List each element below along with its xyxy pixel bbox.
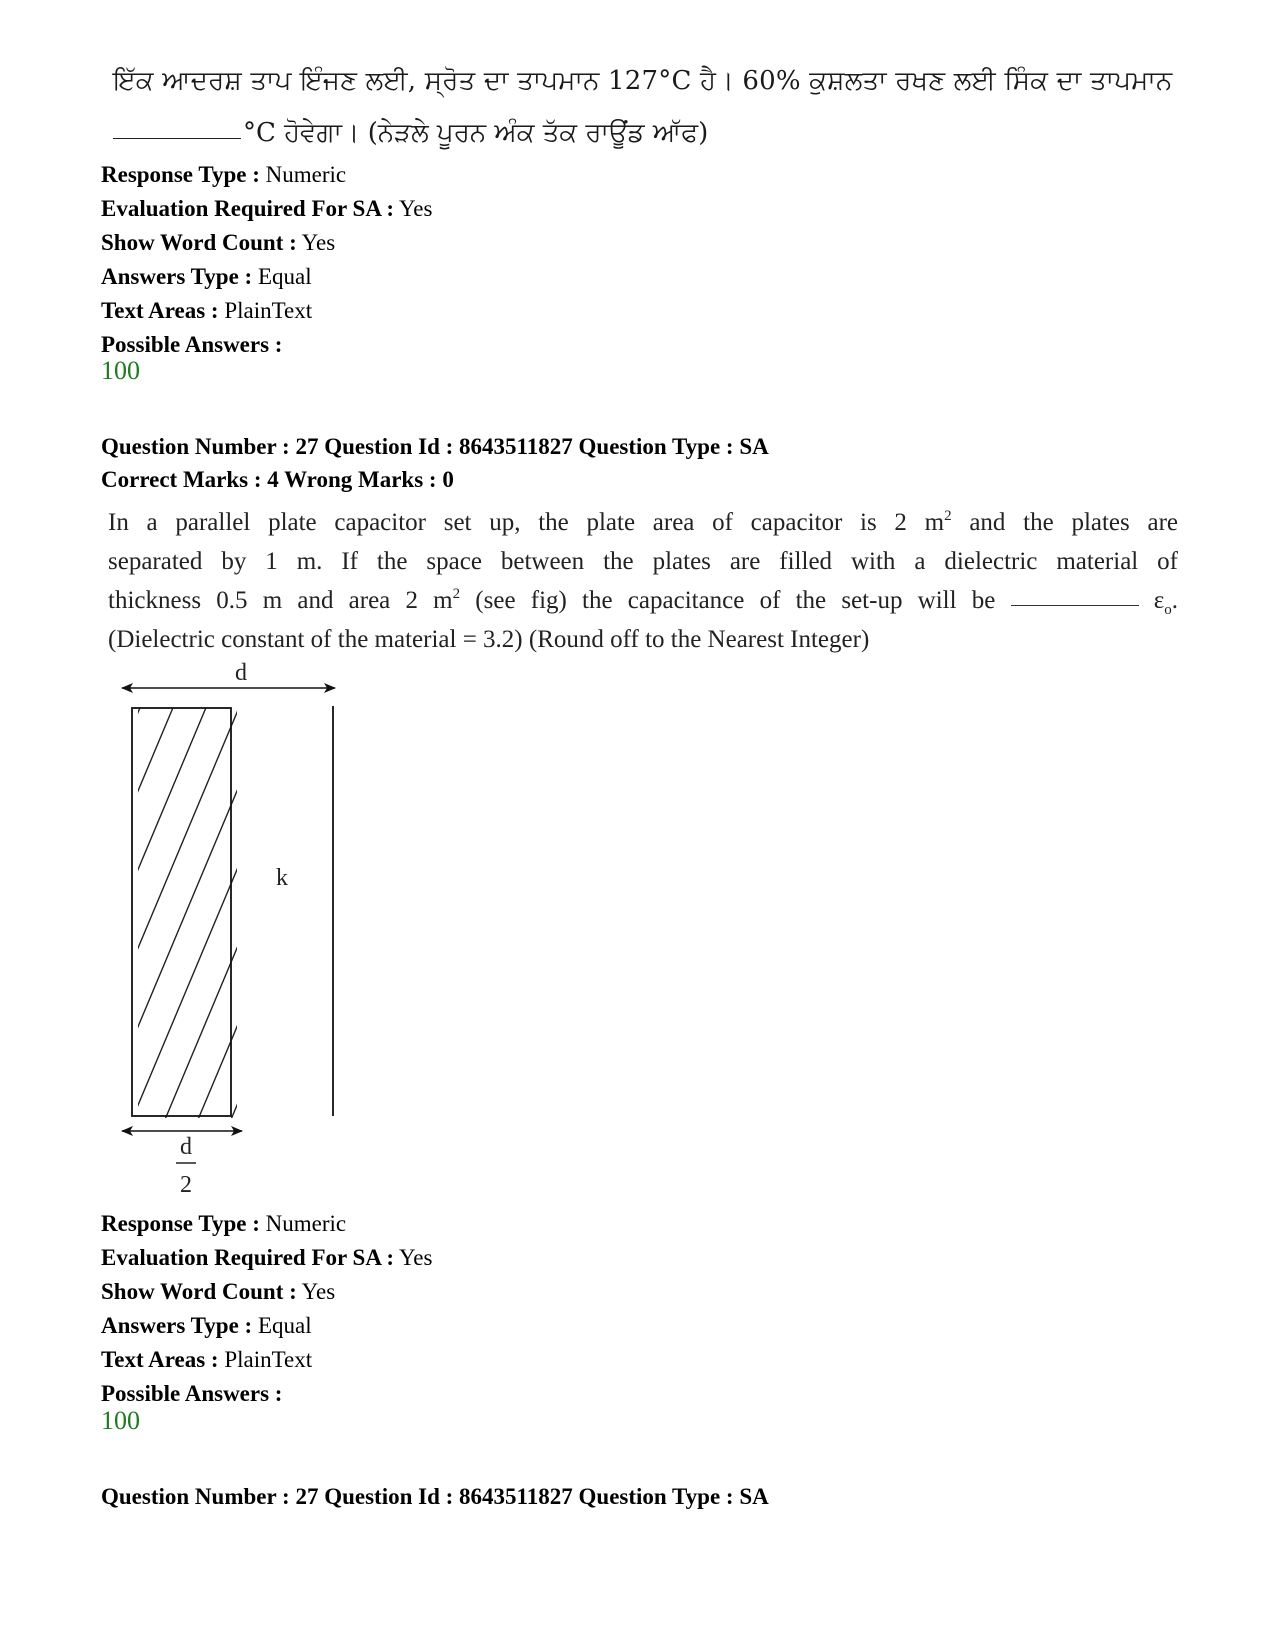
question-header: Question Number : 27 Question Id : 8643511827 Question Type : SA xyxy=(101,434,769,459)
question-image-line-1: ਇੱਕ ਆਦਰਸ਼ ਤਾਪ ਇੰਜਣ ਲਈ, ਸ੍ਰੋਤ ਦਾ ਤਾਪਮਾਨ 127°C ਹੈ। 60% ਕੁਸ਼ਲਤਾ ਰਖਣ ਲਈ ਸਿੰਕ ਦਾ ਤਾਪਮਾਨ xyxy=(113,66,1173,96)
meta-possible-answers: Possible Answers : xyxy=(101,1381,283,1406)
meta-possible-answers: Possible Answers : xyxy=(101,332,283,357)
question-image-line-2 xyxy=(113,118,708,149)
meta-show-word-count: Show Word Count : Yes xyxy=(101,1279,336,1304)
capacitor-figure xyxy=(110,660,370,1230)
q27-meta-block xyxy=(101,1207,432,1411)
dielectric-k-label: k xyxy=(276,865,288,891)
question-text-line-3: thickness 0.5 m and area 2 $m^2$ (see fig) the capacitance of the set-up will be $\varepsilon_o$. xyxy=(108,586,1178,618)
possible-answer-value: 100 xyxy=(101,1406,140,1435)
meta-answers-type: Answers Type : Equal xyxy=(101,1313,312,1338)
question-header: Question Number : 27 Question Id : 8643511827 Question Type : SA xyxy=(101,1484,769,1509)
possible-answer-value: 100 xyxy=(101,356,140,385)
question-image-line-2-text: °C ਹੋਵੇਗਾ। (ਨੇੜਲੇ ਪੂਰਨ ਅੰਕ ਤੱਕ ਰਾਊਂਡ ਆੱਫ) xyxy=(243,118,709,148)
question-text-line-1: In a parallel plate capacitor set up, the plate area of capacitor is 2 $m^2$ and the plates are xyxy=(108,508,1179,536)
meta-answers-type: Answers Type : Equal xyxy=(101,264,312,289)
fraction-numerator: d xyxy=(180,1134,192,1160)
question-text xyxy=(108,503,1178,659)
question-text-line-4: (Dielectric constant of the material = 3.2) (Round off to the Nearest Integer) xyxy=(108,626,870,653)
answer-blank xyxy=(113,137,241,139)
meta-response-type: Response Type : Numeric xyxy=(101,1211,347,1236)
answer-blank xyxy=(1011,604,1139,606)
meta-show-word-count: Show Word Count : Yes xyxy=(101,230,336,255)
meta-evaluation-required: Evaluation Required For SA : Yes xyxy=(101,1245,433,1270)
meta-response-type: Response Type : Numeric xyxy=(101,162,347,187)
dielectric-hatching xyxy=(110,660,370,1160)
marks-header: Correct Marks : 4 Wrong Marks : 0 xyxy=(101,467,454,492)
q26-meta-block xyxy=(101,158,432,362)
question-text-line-2: separated by 1 m. If the space between the plates are filled with a dielectric material of xyxy=(108,548,1178,575)
fraction-denominator: 2 xyxy=(180,1172,192,1198)
top-dimension-label: d xyxy=(235,660,247,686)
meta-text-areas: Text Areas : PlainText xyxy=(101,1347,313,1372)
meta-text-areas: Text Areas : PlainText xyxy=(101,298,313,323)
meta-evaluation-required: Evaluation Required For SA : Yes xyxy=(101,196,433,221)
